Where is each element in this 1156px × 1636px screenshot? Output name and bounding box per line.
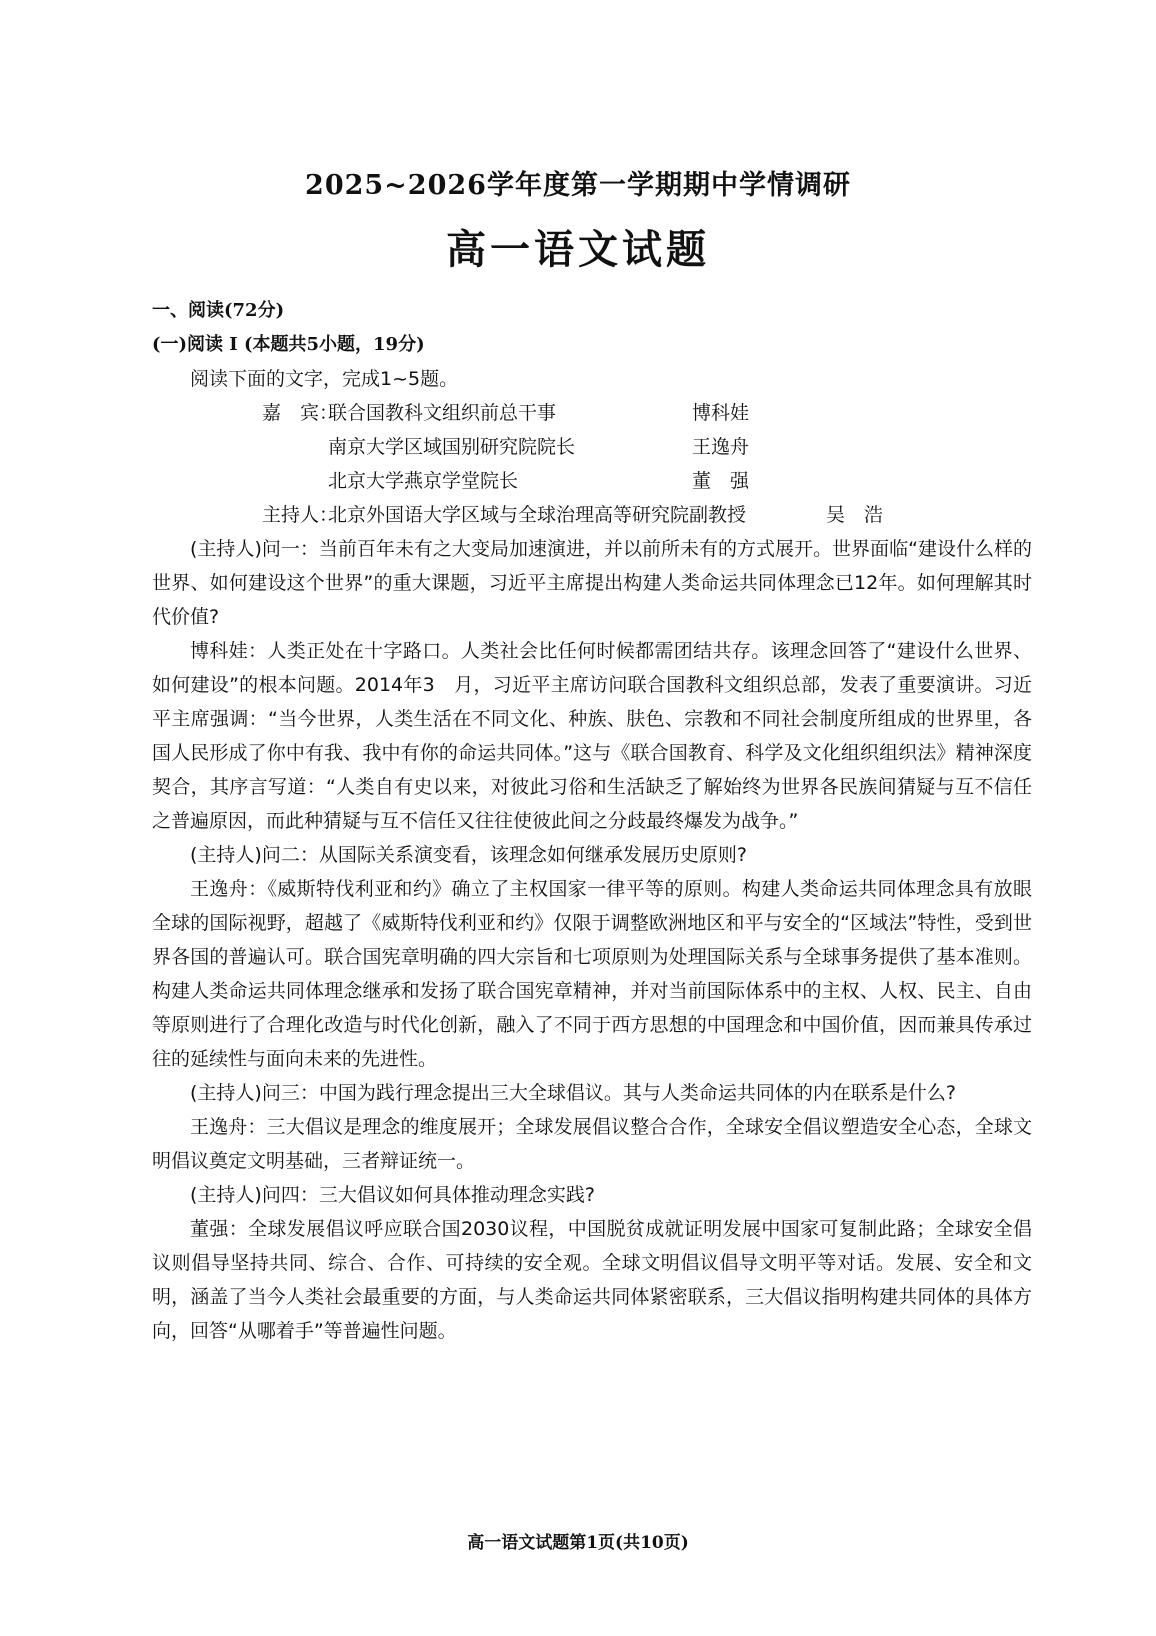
- host-question-1: (主持人)问一：当前百年未有之大变局加速演进，并以前所未有的方式展开。世界面临“建设什么样的世界、如何建设这个世界”的重大课题，习近平主席提出构建人类命运共同体理念已12年。如何理解其时代价值?: [152, 538, 1032, 628]
- host-question-2: (主持人)问二：从国际关系演变看，该理念如何继承发展历史原则?: [190, 844, 747, 866]
- host-label: 主持人：: [262, 504, 339, 526]
- instruction-text: 阅读下面的文字，完成1~5题。: [190, 368, 459, 390]
- page-footer: 高一语文试题第1页(共10页): [467, 1533, 689, 1553]
- section-heading: 一、阅读(72分): [152, 300, 285, 321]
- guest-org: 南京大学区域国别研究院院长: [328, 436, 576, 458]
- answer-bokova: 博科娃：人类正处在十字路口。人类社会比任何时候都需团结共存。该理念回答了“建设什么世界、如何建设”的根本问题。2014年3 月，习近平主席访问联合国教科文组织总部，发表了重要演讲。习近平主席强调：“当今世界，人类生活在不同文化、种族、肤色、宗教和不同社会制度所组成的世界里，各国人民形成了你中有我、我中有你的命运共同体。”这与《联合国教育、科学及文化组织组织法》精神深度契合，其序言写道：“人类自有史以来，对彼此习俗和生活缺乏了解始终为世界各民族间猜疑与互不信任之普遍原因，而此种猜疑与互不信任又往往使彼此间之分歧最终爆发为战争。”: [152, 640, 1032, 832]
- guest-label: 嘉 宾：: [262, 402, 339, 424]
- answer-wang-yizhou-2: 王逸舟：三大倡议是理念的维度展开；全球发展倡议整合合作，全球安全倡议塑造安全心态，全球文明倡议奠定文明基础，三者辩证统一。: [152, 1116, 1032, 1172]
- subsection-heading: (一)阅读 I (本题共5小题，19分): [152, 334, 425, 355]
- host-question-3: (主持人)问三：中国为践行理念提出三大全球倡议。其与人类命运共同体的内在联系是什么?: [190, 1082, 956, 1104]
- guest-list: [152, 396, 1032, 532]
- reading-section: [152, 294, 1032, 1348]
- answer-dong-qiang: 董强：全球发展倡议呼应联合国2030议程，中国脱贫成就证明发展中国家可复制此路；全球安全倡议则倡导坚持共同、综合、合作、可持续的安全观。全球文明倡议倡导文明平等对话。发展、安全和文明，涵盖了当今人类社会最重要的方面，与人类命运共同体紧密联系，三大倡议指明构建共同体的具体方向，回答“从哪着手”等普遍性问题。: [152, 1218, 1032, 1342]
- answer-wang-yizhou-1: 王逸舟：《威斯特伐利亚和约》确立了主权国家一律平等的原则。构建人类命运共同体理念具有放眼全球的国际视野，超越了《威斯特伐利亚和约》仅限于调整欧洲地区和平与安全的“区域法”特性，受到世界各国的普遍认可。联合国宪章明确的四大宗旨和七项原则为处理国际关系与全球事务提供了基本准则。构建人类命运共同体理念继承和发扬了联合国宪章精神，并对当前国际体系中的主权、人权、民主、自由等原则进行了合理化改造与时代化创新，融入了不同于西方思想的中国理念和中国价值，因而兼具传承过往的延续性与面向未来的先进性。: [152, 878, 1032, 1070]
- guest-name: 博科娃: [692, 402, 750, 424]
- host-org: 北京外国语大学区域与全球治理高等研究院副教授: [328, 504, 747, 526]
- guest-name: 王逸舟: [692, 436, 750, 458]
- guest-name: 董 强: [692, 470, 750, 492]
- host-name: 吴 浩: [826, 504, 884, 526]
- exam-session-title: 2025~2026学年度第一学期期中学情调研: [305, 170, 851, 201]
- exam-subject-title: 高一语文试题: [446, 226, 710, 273]
- guest-org: 北京大学燕京学堂院长: [328, 470, 519, 492]
- guest-org: 联合国教科文组织前总干事: [328, 402, 557, 424]
- host-question-4: (主持人)问四：三大倡议如何具体推动理念实践?: [190, 1184, 595, 1206]
